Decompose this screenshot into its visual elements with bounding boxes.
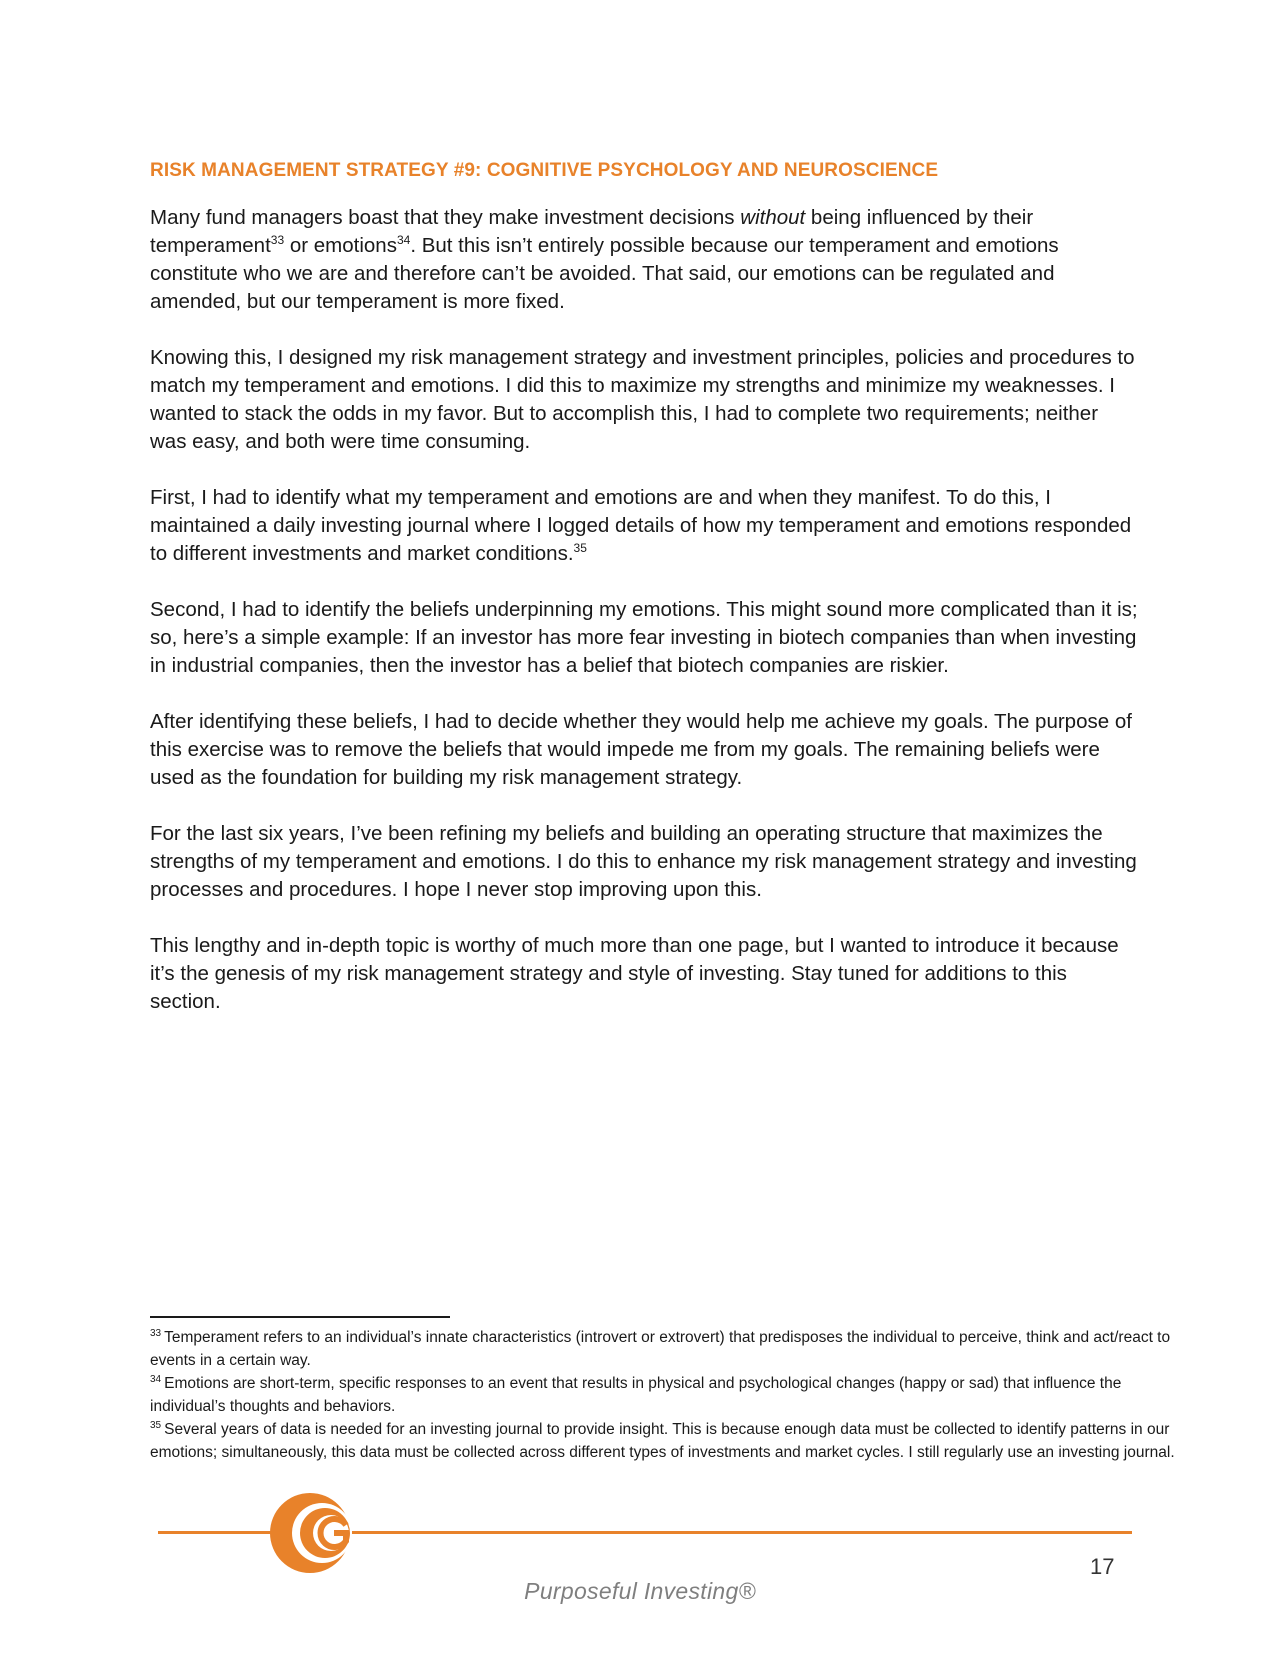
page-number: 17: [1090, 1554, 1115, 1579]
footer-rule-left: [158, 1531, 276, 1534]
paragraph-1: [150, 204, 1140, 316]
footer-brand: Purposeful Investing®: [524, 1578, 756, 1604]
footnote-ref-35[interactable]: 35: [573, 541, 587, 556]
footnote-divider: [150, 1316, 450, 1318]
footnote-text: Several years of data is needed for an investing journal to provide insight. This is because enough data must be collected to identify patterns in our emotions; simultaneously, this data must be collected across different types of investments and market cycles. I still regularly use an investing journal.: [150, 1421, 1175, 1461]
paragraph-7: This lengthy and in-depth topic is worthy of much more than one page, but I wanted to introduce it because it’s the genesis of my risk management strategy and style of investing. Stay tuned for additions to this section.: [150, 934, 1119, 1013]
paragraph-3: [150, 484, 1140, 568]
footnote-text: Emotions are short-term, specific responses to an event that results in physical and psychological changes (happy or sad) that influence the individual’s thoughts and behaviors.: [150, 1375, 1122, 1415]
footnote-number: 33: [150, 1327, 162, 1339]
footnotes: [150, 1326, 1190, 1464]
swirl-g-logo-icon: [270, 1492, 360, 1574]
paragraph-6: For the last six years, I’ve been refining my beliefs and building an operating structure that maximizes the strengths of my temperament and emotions. I do this to enhance my risk management strategy and investing processes and procedures. I hope I never stop improving upon this.: [150, 822, 1137, 901]
footnote-number: 35: [150, 1419, 162, 1431]
footnote-ref-33[interactable]: 33: [270, 233, 285, 248]
paragraph-1-text-c: or emotions: [284, 234, 397, 257]
paragraph-2: Knowing this, I designed my risk management strategy and investment principles, policies and procedures to match my temperament and emotions. I did this to maximize my strengths and minimize my weaknesses. I wanted to stack the odds in my favor. But to accomplish this, I had to complete two requirements; neither was easy, and both were time consuming.: [150, 346, 1135, 453]
footnote-number: 34: [150, 1373, 162, 1385]
paragraph-1-text-a: Many fund managers boast that they make investment decisions: [150, 206, 741, 229]
paragraph-3-text: First, I had to identify what my temperament and emotions are and when they manifest. To do this, I maintained a daily investing journal where I logged details of how my temperament and emotions responded to different investments and market conditions.: [150, 486, 1132, 565]
footnote-ref-34[interactable]: 34: [396, 233, 411, 248]
page-body: [150, 160, 1140, 1044]
footer-rule-right: [352, 1531, 1132, 1534]
footnote-33: [150, 1326, 1190, 1372]
footnote-text: Temperament refers to an individual’s innate characteristics (introvert or extrovert) that predisposes the individual to perceive, think and act/react to events in a certain way.: [150, 1329, 1171, 1369]
paragraph-5: After identifying these beliefs, I had to decide whether they would help me achieve my goals. The purpose of this exercise was to remove the beliefs that would impede me from my goals. The remaining beliefs were used as the foundation for building my risk management strategy.: [150, 710, 1132, 789]
paragraph-4: Second, I had to identify the beliefs underpinning my emotions. This might sound more complicated than it is; so, here’s a simple example: If an investor has more fear investing in biotech companies than when investing in industrial companies, then the investor has a belief that biotech companies are riskier.: [150, 598, 1138, 677]
footnote-35: [150, 1418, 1190, 1464]
paragraph-1-text-b: being influenced by their temperament: [150, 206, 1034, 257]
paragraph-1-emphasis: without: [740, 206, 806, 229]
paragraph-1-text-d: . But this isn’t entirely possible because our temperament and emotions constitute who we are and therefore can’t be avoided. That said, our emotions can be regulated and amended, but our temperament is more fixed.: [150, 234, 1059, 313]
section-heading: RISK MANAGEMENT STRATEGY #9: COGNITIVE PSYCHOLOGY AND NEUROSCIENCE: [150, 160, 939, 181]
footnote-34: [150, 1372, 1190, 1418]
